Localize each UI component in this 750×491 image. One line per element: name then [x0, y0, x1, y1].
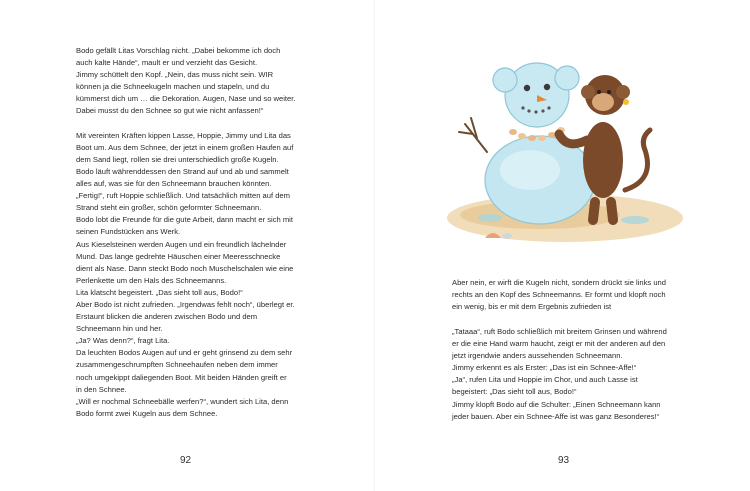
text-line: rechts an den Kopf des Schneemanns. Er formt und klopft noch [452, 290, 666, 300]
text-line: seinen Fundstücken ans Werk. [76, 227, 181, 237]
text-line: jeder bauen. Aber ein Schnee-Affe ist was ganz Besonderes!“ [452, 411, 660, 421]
text-line: begeistert: „Das sieht toll aus, Bodo!“ [452, 387, 577, 397]
text-line: Dabei musst du den Schnee so gut wie nicht anfassen!“ [76, 106, 264, 116]
text-line: Erstaunt blicken die anderen zwischen Bodo und dem [76, 312, 258, 322]
text-line: noch umgekippt daliegenden Boot. Mit beiden Händen greift er [76, 372, 287, 382]
text-line: alles auf, was sie für den Schneemann brauchen könnten. [76, 179, 272, 189]
text-line: dem Sand liegt, rollen sie drei unterschiedlich große Kugeln. [76, 154, 279, 164]
pebble-eye-right [544, 84, 550, 90]
text-line: „Ja? Was denn?“, fragt Lita. [76, 336, 170, 346]
text-line: können ja die Schneekugeln machen und stapeln, und du [76, 82, 270, 92]
text-line: Da leuchten Bodos Augen auf und er geht grinsend zu dem sehr [76, 348, 293, 358]
text-line: Aber Bodo ist nicht zufrieden. „Irgendwas fehlt noch“, überlegt er. [76, 299, 295, 309]
text-line: in den Schnee. [76, 384, 127, 394]
text-line: Aus Kieselsteinen werden Augen und ein freundlich lächelnder [76, 239, 287, 249]
text-line: Aber nein, er wirft die Kugeln nicht, sondern drückt sie links und [452, 278, 667, 287]
left-page-text [76, 45, 326, 420]
text-line: Perlenkette um den Hals des Schneemanns. [76, 275, 227, 285]
text-line: Bodo läuft währenddessen den Strand auf und ab und sammelt [76, 166, 289, 176]
text-line: Mund. Das lange gedrehte Häuschen einer Meeresschnecke [76, 251, 281, 261]
snow-ear-left [493, 68, 517, 92]
stick-arm [459, 118, 487, 152]
text-line: ein wenig, bis er mit dem Ergebnis zufrieden ist [452, 302, 612, 312]
text-line: er die eine Hand warm haucht, zeigt er mit der anderen auf den [452, 339, 666, 349]
text-line: auch kalte Hände“, mault er und verzieht das Gesicht. [76, 58, 258, 68]
text-line: kümmerst dich um … die Dekoration. Augen, Nase und so weiter. [76, 94, 296, 104]
text-line [76, 118, 326, 130]
right-page-paragraph-1 [452, 277, 702, 313]
text-line: „Tataaa“, ruft Bodo schließlich mit breitem Grinsen und während [452, 327, 667, 336]
right-page-paragraph-2 [452, 326, 702, 423]
text-line: Strand steht ein großer, schön geformter Schneemann. [76, 203, 262, 213]
pebble-eye-left [524, 85, 530, 91]
text-line: „Ja“, rufen Lita und Hoppie im Chor, und auch Lasse ist [452, 375, 638, 385]
right-page [375, 0, 750, 491]
text-line: „Will er nochmal Schneebälle werfen?“, wundert sich Lita, denn [76, 396, 289, 406]
text-line: Bodo formt zwei Kugeln aus dem Schnee. [76, 408, 218, 418]
text-line: dient als Nase. Dann steckt Bodo noch Muschelschalen wie eine [76, 263, 294, 273]
text-line: Bodo lobt die Freunde für die gute Arbeit, dann macht er sich mit [76, 215, 293, 225]
text-line: Lita klatscht begeistert. „Das sieht toll aus, Bodo!“ [76, 287, 243, 297]
text-line: Mit vereinten Kräften kippen Lasse, Hoppie, Jimmy und Lita das [76, 130, 291, 140]
page-number-right: 93 [558, 455, 570, 466]
text-line: Boot um. Aus dem Schnee, der jetzt in einem großen Haufen auf [76, 142, 294, 152]
text-line: Jimmy erkennt es als Erster: „Das ist ein Schnee-Affe!“ [452, 363, 637, 373]
snow-monkey-illustration [445, 40, 685, 255]
snow-ear-right [555, 66, 579, 90]
text-line: Schneemann hin und her. [76, 324, 163, 334]
text-line: Jimmy schüttelt den Kopf. „Nein, das muss nicht sein. WIR [76, 70, 274, 80]
page-number-left: 92 [180, 455, 192, 466]
text-line: „Fertig!“, ruft Hoppie schließlich. Und tatsächlich mitten auf dem [76, 191, 290, 201]
text-line: jetzt irgendwie anders aussehenden Schneemann. [452, 351, 623, 361]
text-line: Jimmy klopft Bodo auf die Schulter: „Einen Schneemann kann [452, 399, 661, 409]
text-line: Bodo gefällt Litas Vorschlag nicht. „Dabei bekomme ich doch [76, 46, 281, 55]
text-line: zusammengeschrumpften Schneehaufen neben dem immer [76, 360, 278, 370]
